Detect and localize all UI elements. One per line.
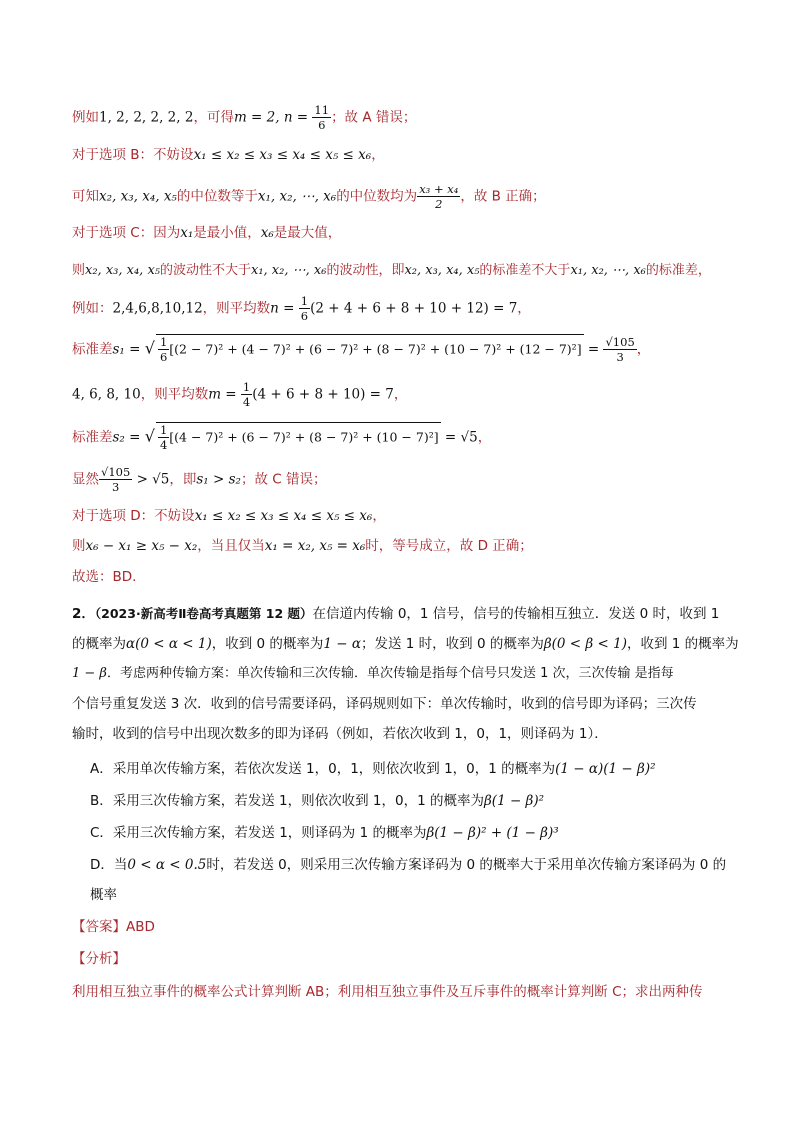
text: ， [371, 147, 385, 163]
fraction: $\frac{√105}{3}$ [101, 465, 131, 494]
math: β(1 − β)² + (1 − β)³ [426, 825, 559, 841]
math: x₁ [180, 225, 194, 241]
text: 个信号重复发送 3 次．收到的信号需要译码，译码规则如下：单次传输时，收到的信号即为译码；三次传 [72, 696, 697, 712]
fraction: $\frac{\text{x₃ + x₄}}{2}$ [419, 182, 459, 211]
math: 4, 6, 8, 10 [72, 386, 141, 403]
math: x₂, x₃, x₄, x₅ [99, 188, 177, 205]
text: 对于选项 D：不妨设 [72, 508, 195, 524]
text: ， [517, 300, 531, 317]
text: ；故 A 错误； [331, 109, 417, 126]
text: 利用相互独立事件的概率公式计算判断 AB；利用相互独立事件及互斥事件的概率计算判断 C；求出两种传 [72, 984, 703, 1000]
text: ， [393, 386, 408, 403]
text: ；故 C 错误； [240, 471, 327, 488]
text: 概率 [90, 887, 117, 903]
question-2-line-5 [72, 724, 608, 744]
text: 显然 [72, 471, 99, 488]
text: 则 [72, 538, 86, 554]
analysis-label [72, 949, 126, 969]
text: 可知 [72, 188, 99, 205]
option-d [90, 855, 726, 875]
math: m = 2, n = [233, 109, 313, 126]
sqrt-icon: √ [144, 426, 155, 446]
fraction: $\frac{1}{4}$ [159, 423, 168, 452]
math: [(2 − 7)² + (4 − 7)² + (6 − 7)² + (8 − 7)² + (10 − 7)² + (12 − 7)²] [169, 341, 582, 357]
text: ，故 B 正确； [460, 188, 546, 205]
solution-line-d-assume [72, 506, 386, 526]
solution-line-c-example1 [72, 294, 531, 323]
text: 是最大值， [273, 225, 342, 241]
text: B．采用三次传输方案，若发送 1，则依次收到 1，0，1 的概率为 [90, 793, 484, 809]
solution-line-b-median [72, 182, 546, 211]
question-2-line-3 [72, 664, 674, 684]
math: (2 + 4 + 6 + 8 + 10 + 12) = 7 [310, 300, 518, 317]
math: x₁ = x₂, x₅ = x₆ [264, 538, 366, 554]
question-number: 2． [72, 606, 95, 622]
text: ．考虑两种传输方案：单次传输和三次传输．单次传输是指每个信号只发送 1 次，三次传输 是指每 [106, 666, 674, 681]
math: β(1 − β)² [484, 793, 545, 809]
solution-answer-choice [72, 567, 136, 587]
text: ；发送 1 时，收到 0 的概率为 [361, 636, 544, 652]
math: x₁ ≤ x₂ ≤ x₃ ≤ x₄ ≤ x₅ ≤ x₆ [193, 147, 372, 163]
math: x₆ [260, 225, 274, 241]
question-2-line-2 [72, 634, 739, 654]
fraction: $\frac{1}{6}$ [300, 294, 309, 323]
math: (4 + 6 + 8 + 10) = 7 [252, 386, 394, 403]
text: 标准差 [72, 429, 113, 446]
math: [(4 − 7)² + (6 − 7)² + (8 − 7)² + (10 − 7)²] [169, 429, 439, 445]
math: x₁, x₂, ⋯, x₆ [251, 263, 327, 278]
text: 输时，收到的信号中出现次数多的即为译码（例如，若依次收到 1，0，1，则译码为 1）． [72, 726, 608, 742]
question-2-line-1 [72, 604, 719, 624]
sqrt-body [156, 422, 441, 452]
math: 1, 2, 2, 2, 2, 2 [99, 109, 194, 126]
solution-line-c-stddev2 [72, 422, 491, 452]
text: 对于选项 B：不妨设 [72, 147, 194, 163]
text: 【分析】 [72, 951, 126, 967]
math: m = [208, 386, 241, 403]
text: ，即 [169, 471, 197, 488]
math: x₂, x₃, x₄, x₅ [85, 263, 160, 278]
text: ，则平均数 [140, 386, 209, 403]
sqrt-icon: √ [144, 338, 155, 358]
text: 在信道内传输 0，1 信号，信号的传输相互独立．发送 0 时，收到 1 [312, 606, 720, 622]
text: A．采用单次传输方案，若依次发送 1，0，1，则依次收到 1，0，1 的概率为 [90, 761, 556, 777]
text: ，当且仅当 [197, 538, 265, 554]
option-c [90, 823, 559, 843]
text: ， [372, 508, 386, 524]
text: 对于选项 C：因为 [72, 225, 181, 241]
math: n = [270, 300, 299, 317]
math: s₂ = [112, 429, 145, 446]
solution-line-d-equality [72, 536, 533, 556]
solution-line-c-intro [72, 223, 341, 243]
text: 的中位数均为 [336, 188, 418, 205]
text: C．采用三次传输方案，若发送 1，则译码为 1 的概率为 [90, 825, 427, 841]
math: x₁, x₂, ⋯, x₆ [570, 263, 646, 278]
question-2-line-4 [72, 694, 697, 714]
text: 例如： [72, 300, 113, 317]
fraction: $\frac{1}{4}$ [242, 380, 251, 409]
text: ，收到 0 的概率为 [211, 636, 324, 652]
fraction: $\frac{1}{6}$ [159, 335, 168, 364]
solution-line-c-example2 [72, 380, 407, 409]
math: x₂, x₃, x₄, x₅ [404, 263, 480, 278]
math: 0 < α < 0.5 [127, 857, 207, 873]
text: 的标准差， [645, 263, 711, 278]
option-d-continued [90, 885, 117, 905]
text: 时，等号成立，故 D 正确； [365, 538, 533, 554]
text: 【答案】ABD [72, 919, 155, 935]
solution-line-c-volatility [72, 261, 711, 281]
math: s₁ > s₂ [196, 471, 241, 488]
solution-line-a-example [72, 103, 416, 132]
text: 的概率为 [72, 636, 126, 652]
text: 的中位数等于 [176, 188, 258, 205]
math: x₆ − x₁ ≥ x₅ − x₂ [85, 538, 198, 554]
math: x₁, x₂, ⋯, x₆ [257, 188, 337, 205]
solution-line-c-stddev1 [72, 334, 650, 364]
math: 2,4,6,8,10,12 [112, 300, 203, 317]
text: 的波动性，即 [326, 263, 405, 278]
text: 的标准差不大于 [479, 263, 571, 278]
option-a [90, 759, 656, 779]
analysis-text [72, 982, 703, 1002]
sqrt-body [156, 334, 584, 364]
text: ，可得 [193, 109, 234, 126]
math: = [583, 341, 604, 358]
text: ，收到 1 的概率为 [626, 636, 739, 652]
text: ，则平均数 [202, 300, 271, 317]
math: > √5 [132, 471, 170, 488]
math: β(0 < β < 1) [543, 636, 627, 652]
text: ， [477, 429, 492, 446]
option-b [90, 791, 544, 811]
math: s₁ = [112, 341, 145, 358]
math: x₁ ≤ x₂ ≤ x₃ ≤ x₄ ≤ x₅ ≤ x₆ [194, 508, 373, 524]
text: 例如 [72, 109, 99, 126]
fraction: $\frac{11}{6}$ [314, 103, 330, 132]
question-source: （2023·新高考Ⅱ卷高考真题第 12 题） [94, 606, 313, 621]
text: 是最小值， [193, 225, 261, 241]
text: ， [636, 341, 651, 358]
solution-line-b-assume [72, 145, 385, 165]
math: 1 − α [323, 636, 362, 652]
text: 故选：BD. [72, 569, 137, 585]
math: 1 − β [72, 666, 107, 681]
text: D．当 [90, 857, 128, 873]
math: α(0 < α < 1) [126, 636, 212, 652]
math: (1 − α)(1 − β)² [555, 761, 656, 777]
text: 则 [72, 263, 86, 278]
answer-label [72, 917, 155, 937]
text: 标准差 [72, 341, 113, 358]
text: 的波动性不大于 [159, 263, 251, 278]
solution-line-c-conclusion [72, 465, 326, 494]
text: 时，若发送 0，则采用三次传输方案译码为 0 的概率大于采用单次传输方案译码为 0 的 [206, 857, 727, 873]
math: = √5 [440, 429, 478, 446]
fraction: $\frac{√105}{3}$ [605, 335, 635, 364]
